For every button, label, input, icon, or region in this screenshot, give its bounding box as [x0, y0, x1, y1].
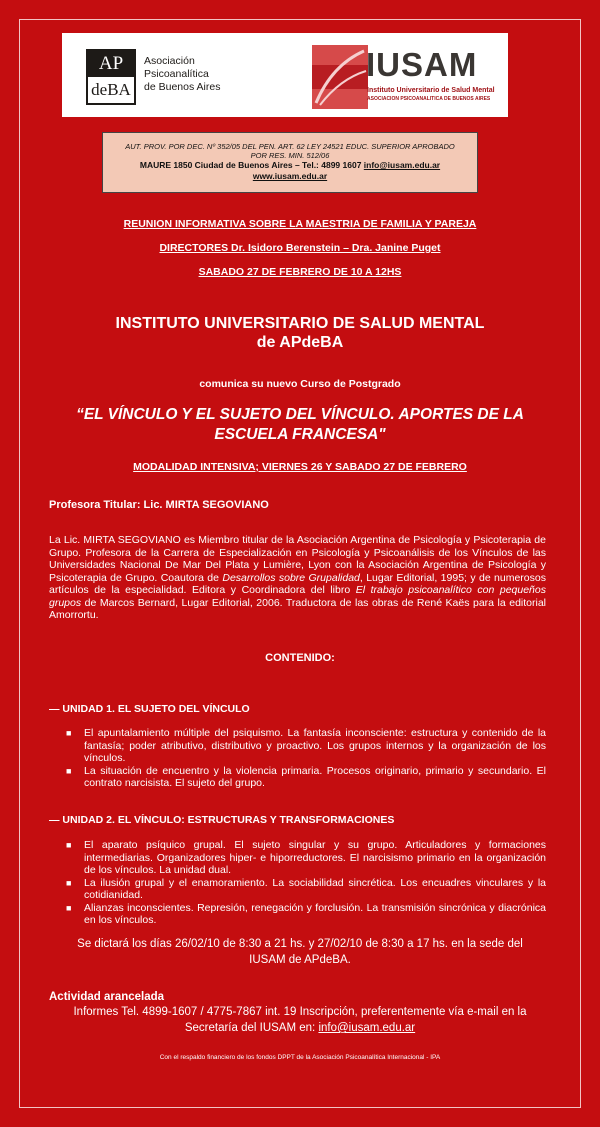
accreditation-box [102, 132, 478, 193]
list-item [49, 839, 546, 877]
iusam-title: IUSAM [366, 46, 478, 83]
apdeba-logo [86, 49, 136, 105]
apdeba-name [144, 55, 220, 94]
list-item [49, 727, 546, 765]
bio-book-1: Desarrollos sobre Grupalidad [222, 571, 360, 584]
iusam-logo-icon [312, 45, 368, 109]
list-item [49, 877, 546, 902]
bullet-icon: ■ [66, 840, 72, 850]
arancelada-label: Actividad arancelada [49, 991, 165, 1003]
email-link[interactable]: info@iusam.edu.ar [363, 160, 441, 170]
bio-paragraph [49, 534, 546, 622]
bio-text-2: , Lugar Editorial, 1995; y de numerosos artículos de la especialidad. Editora y Coordinadora del libro [49, 571, 546, 596]
instituto-subtitle: de APdeBA [256, 334, 344, 351]
instituto-title: INSTITUTO UNIVERSITARIO DE SALUD MENTAL [115, 315, 485, 332]
list-item [49, 902, 546, 927]
bio-book-2: El trabajo psicoanalítico con pequeños grupos [49, 584, 546, 609]
list-item-text: El apuntalamiento múltiple del psiquismo. La fantasía inconsciente: estructura y contenido de la fantasía; poder atributivo, distributivo y proactivo. Los grupos internos y la organización de los vínculos. [84, 727, 546, 764]
sabado-heading: SABADO 27 DE FEBRERO DE 10 A 12HS [198, 266, 402, 278]
profesora-heading: Profesora Titular: Lic. MIRTA SEGOVIANO [49, 499, 269, 511]
website-link[interactable]: www.iusam.edu.ar [252, 171, 328, 181]
apdeba-logo-deba: deBA [91, 80, 131, 99]
modalidad-heading: MODALIDAD INTENSIVA; VIERNES 26 Y SABADO 27 DE FEBRERO [133, 461, 467, 473]
address-text: MAURE 1850 Ciudad de Buenos Aires – Tel.: 4899 1607 [139, 160, 364, 170]
unidad1-heading: — UNIDAD 1. EL SUJETO DEL VÍNCULO [49, 703, 250, 715]
list-item-text: La ilusión grupal y el enamoramiento. La sociabilidad sincrética. Los encuadres vinculares y la cotidianidad. [84, 876, 546, 901]
bullet-icon: ■ [66, 728, 72, 738]
list-item-text: La situación de encuentro y la violencia primaria. Procesos originario, primario y secundario. El contrato narcisista. El sujeto del grupo. [84, 764, 546, 789]
schedule-line1: Se dictará los días 26/02/10 de 8:30 a 21 hs. y 27/02/10 de 8:30 a 17 hs. en la sede del [77, 938, 523, 950]
informes-line1: Informes Tel. 4899-1607 / 4775-7867 int. 19 Inscripción, preferentemente vía e-mail en la [73, 1006, 527, 1018]
bio-text-3: de Marcos Bernard, Lugar Editorial, 2006. Traductora de las obras de René Kaës para la editorial Amorrortu. [49, 596, 546, 621]
iusam-subtitle-2: ASOCIACION PSICOANALITICA DE BUENOS AIRES [367, 96, 491, 102]
course-title-line1: “EL VÍNCULO Y EL SUJETO DEL VÍNCULO. APORTES DE LA [76, 406, 524, 423]
informes-text: Secretaría del IUSAM en: [184, 1022, 319, 1034]
bio-text-1: La Lic. MIRTA SEGOVIANO es Miembro titular de la Asociación Argentina de Psicología y Psicoterapia de Grupo. Profesora de la Carrera de Especialización en Psicología y Psicoanálisis de los Vínculos de las Universidades Nacional De Mar Del Plata y Lumière, Lyon con la Asociación Argentina de Psicología y Psicoterapia de Grupo. Coautora de [49, 534, 546, 584]
course-title-line2: ESCUELA FRANCESA" [214, 426, 386, 443]
iusam-subtitle: Instituto Universitario de Salud Mental [367, 87, 495, 94]
footer-note: Con el respaldo financiero de los fondos DPPT de la Asociación Psicoanalítica Internacional - IPA [159, 1054, 441, 1061]
reunion-heading: REUNION INFORMATIVA SOBRE LA MAESTRIA DE FAMILIA Y PAREJA [123, 218, 477, 230]
apdeba-logo-ap: AP [88, 51, 134, 77]
accreditation-line2: POR RES. MIN. 512/06 [250, 151, 330, 160]
list-item-text: Alianzas inconscientes. Represión, renegación y forclusión. La transmisión sincrónica y diacrónica en los vínculos. [84, 901, 546, 926]
informes-line2 [0, 1021, 600, 1036]
schedule-line2: IUSAM de APdeBA. [249, 954, 351, 966]
unidad1-list [49, 727, 546, 790]
comunica-text: comunica su nuevo Curso de Postgrado [199, 378, 401, 390]
apdeba-name-line1: Asociación [144, 55, 195, 67]
unidad2-list [49, 839, 546, 927]
accreditation-line1: AUT. PROV. POR DEC. Nº 352/05 DEL PEN. ART. 62 LEY 24521 EDUC. SUPERIOR APROBADO [125, 142, 455, 151]
bullet-icon: ■ [66, 902, 72, 913]
list-item [49, 765, 546, 790]
apdeba-name-line3: de Buenos Aires [144, 81, 221, 93]
informes-email-link[interactable]: info@iusam.edu.ar [318, 1022, 416, 1034]
list-item-text: El aparato psíquico grupal. El sujeto singular y su grupo. Articuladores y formaciones intermediarias. Organizadores hiper- e hiporreductores. El narcisismo primario en la organización de los vínculos. La unidad dual. [84, 839, 546, 876]
directores-heading: DIRECTORES Dr. Isidoro Berenstein – Dra. Janine Puget [159, 242, 441, 254]
address-line [103, 160, 477, 171]
logo-banner [62, 33, 508, 117]
contenido-heading: CONTENIDO: [265, 652, 335, 664]
bullet-icon: ■ [66, 765, 72, 776]
unidad2-heading: — UNIDAD 2. EL VÍNCULO: ESTRUCTURAS Y TRANSFORMACIONES [49, 814, 395, 826]
bullet-icon: ■ [66, 877, 72, 888]
apdeba-name-line2: Psicoanalítica [144, 68, 209, 80]
